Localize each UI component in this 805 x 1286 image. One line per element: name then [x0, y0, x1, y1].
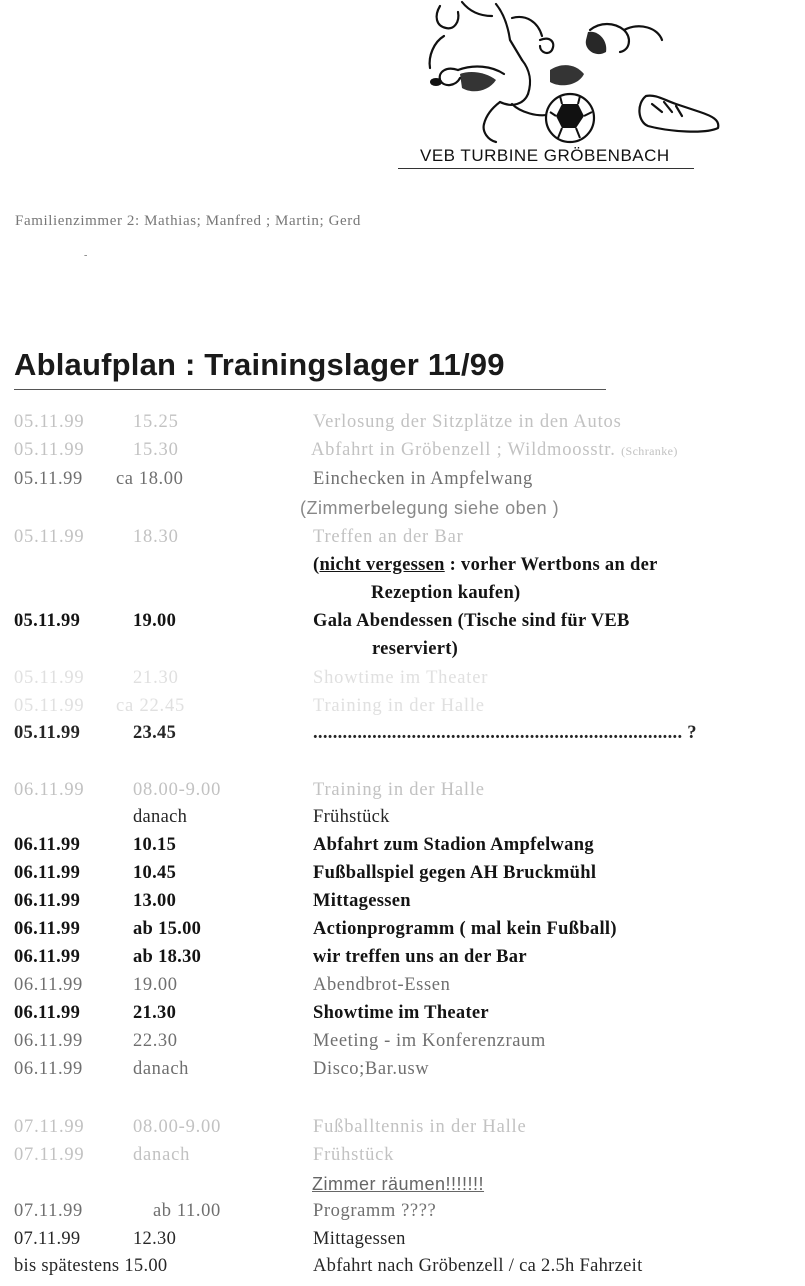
schedule-row	[0, 1059, 805, 1087]
row-event: Gala Abendessen (Tische sind für VEB	[313, 611, 630, 631]
row-time: ab 15.00	[133, 919, 202, 939]
row-event-text: Abfahrt in Gröbenzell ; Wildmoosstr.	[311, 440, 616, 460]
reminder-rest: : vorher Wertbons an der	[444, 555, 658, 575]
row-date: 05.11.99	[14, 696, 85, 716]
row-date: 06.11.99	[14, 1003, 81, 1023]
row-time: 21.30	[133, 1003, 177, 1023]
row-date: 06.11.99	[14, 835, 81, 855]
row-time: 15.25	[133, 412, 179, 432]
schedule-row	[0, 780, 805, 808]
row-event: Frühstück	[313, 1145, 395, 1165]
row-date: 06.11.99	[14, 947, 81, 967]
row-date: 05.11.99	[14, 440, 85, 460]
logo-caption: VEB TURBINE GRÖBENBACH	[420, 146, 670, 165]
row-date: 06.11.99	[14, 863, 81, 883]
schedule-row	[0, 1117, 805, 1145]
row-date: 06.11.99	[14, 1031, 83, 1051]
row-note: (Schranke)	[621, 444, 678, 458]
row-date: 07.11.99	[14, 1117, 85, 1137]
row-event: Disco;Bar.usw	[313, 1059, 430, 1079]
schedule-row	[0, 469, 805, 497]
schedule-row	[0, 527, 805, 555]
schedule-row	[0, 947, 805, 975]
row-date: 07.11.99	[14, 1229, 81, 1249]
row-event: Showtime im Theater	[313, 668, 489, 688]
row-time: 08.00-9.00	[133, 780, 222, 800]
page-title: Ablaufplan : Trainingslager 11/99	[14, 347, 505, 382]
row-time: 13.00	[133, 891, 177, 911]
schedule-row	[0, 1229, 805, 1257]
row-time: 12.30	[133, 1229, 177, 1249]
row-time: ab 11.00	[153, 1201, 221, 1221]
row-date: 06.11.99	[14, 919, 81, 939]
row-event: ........................................................................... ?	[313, 723, 697, 743]
row-time: 22.30	[133, 1031, 178, 1051]
row-time: 10.15	[133, 835, 177, 855]
schedule-row	[0, 807, 805, 835]
row-date: 05.11.99	[14, 469, 83, 489]
row-event: Einchecken in Ampfelwang	[313, 469, 533, 489]
row-date: 05.11.99	[14, 412, 85, 432]
row-date: 07.11.99	[14, 1145, 85, 1165]
row-date: 06.11.99	[14, 780, 85, 800]
row-time: ca 18.00	[116, 469, 184, 489]
title-underline	[14, 389, 606, 390]
row-date: 06.11.99	[14, 891, 81, 911]
row-date: 07.11.99	[14, 1201, 83, 1221]
row-event: Mittagessen	[313, 1229, 406, 1249]
row-time: 10.45	[133, 863, 177, 883]
row-event: Training in der Halle	[313, 696, 485, 716]
room-assignment-note: (Zimmerbelegung siehe oben )	[300, 498, 560, 518]
row-event: Actionprogramm ( mal kein Fußball)	[313, 919, 617, 939]
row-event: Fußballtennis in der Halle	[313, 1117, 527, 1137]
row-time: 19.00	[133, 975, 178, 995]
schedule-row	[0, 863, 805, 891]
row-event: Abfahrt zum Stadion Ampfelwang	[313, 835, 594, 855]
schedule-row	[0, 835, 805, 863]
family-room-line: Familienzimmer 2: Mathias; Manfred ; Martin; Gerd	[15, 213, 361, 229]
row-time: 19.00	[133, 611, 177, 631]
row-date: 05.11.99	[14, 723, 81, 743]
schedule-row	[0, 723, 805, 751]
row-date: 05.11.99	[14, 527, 85, 547]
reminder-text	[313, 555, 658, 576]
schedule-row	[0, 668, 805, 696]
row-time: 21.30	[133, 668, 179, 688]
row-time: danach	[133, 807, 188, 827]
schedule-row	[0, 1031, 805, 1059]
row-event: Abfahrt nach Gröbenzell / ca 2.5h Fahrzeit	[313, 1256, 643, 1276]
row-event: Meeting - im Konferenzraum	[313, 1031, 546, 1051]
row-event: Verlosung der Sitzplätze in den Autos	[313, 412, 622, 432]
reminder-underlined: nicht vergessen	[319, 555, 445, 575]
stray-mark: -	[84, 250, 88, 261]
row-date: 05.11.99	[14, 668, 85, 688]
row-event	[311, 440, 678, 461]
row-date: 06.11.99	[14, 975, 83, 995]
schedule-row	[0, 696, 805, 724]
row-date: 06.11.99	[14, 1059, 83, 1079]
row-event: Fußballspiel gegen AH Bruckmühl	[313, 863, 597, 883]
schedule-row	[0, 611, 805, 639]
row-time: danach	[133, 1059, 189, 1079]
reminder-text-2: Rezeption kaufen)	[371, 583, 521, 603]
row-date: 05.11.99	[14, 611, 81, 631]
paren-open: (	[313, 555, 320, 575]
reminder-line	[0, 555, 805, 583]
row-event: Mittagessen	[313, 891, 411, 911]
row-time: danach	[133, 1145, 191, 1165]
schedule-row	[0, 1201, 805, 1229]
checkout-note: Zimmer räumen!!!!!!!	[312, 1174, 485, 1194]
row-date: bis spätestens 15.00	[14, 1256, 168, 1276]
schedule-row	[0, 1256, 805, 1284]
logo-underline	[398, 168, 694, 169]
schedule-row	[0, 1003, 805, 1031]
row-time: ca 22.45	[116, 696, 186, 716]
schedule-row	[0, 1145, 805, 1173]
row-event: Training in der Halle	[313, 780, 485, 800]
schedule-row	[0, 412, 805, 440]
schedule-row	[0, 440, 805, 468]
row-time: ab 18.30	[133, 947, 202, 967]
schedule-row	[0, 919, 805, 947]
schedule-row	[0, 975, 805, 1003]
row-time: 08.00-9.00	[133, 1117, 222, 1137]
row-event: Programm ????	[313, 1201, 437, 1221]
row-time: 23.45	[133, 723, 177, 743]
row-event: wir treffen uns an der Bar	[313, 947, 527, 967]
reminder-line-2	[0, 583, 805, 611]
row-event: Showtime im Theater	[313, 1003, 489, 1023]
schedule-row	[0, 891, 805, 919]
row-event: Treffen an der Bar	[313, 527, 464, 547]
row-time: 15.30	[133, 440, 179, 460]
row-time: 18.30	[133, 527, 179, 547]
row-event-cont: reserviert)	[372, 639, 459, 659]
row-event: Abendbrot-Essen	[313, 975, 451, 995]
row-event: Frühstück	[313, 807, 390, 827]
schedule-row-cont	[0, 639, 805, 667]
